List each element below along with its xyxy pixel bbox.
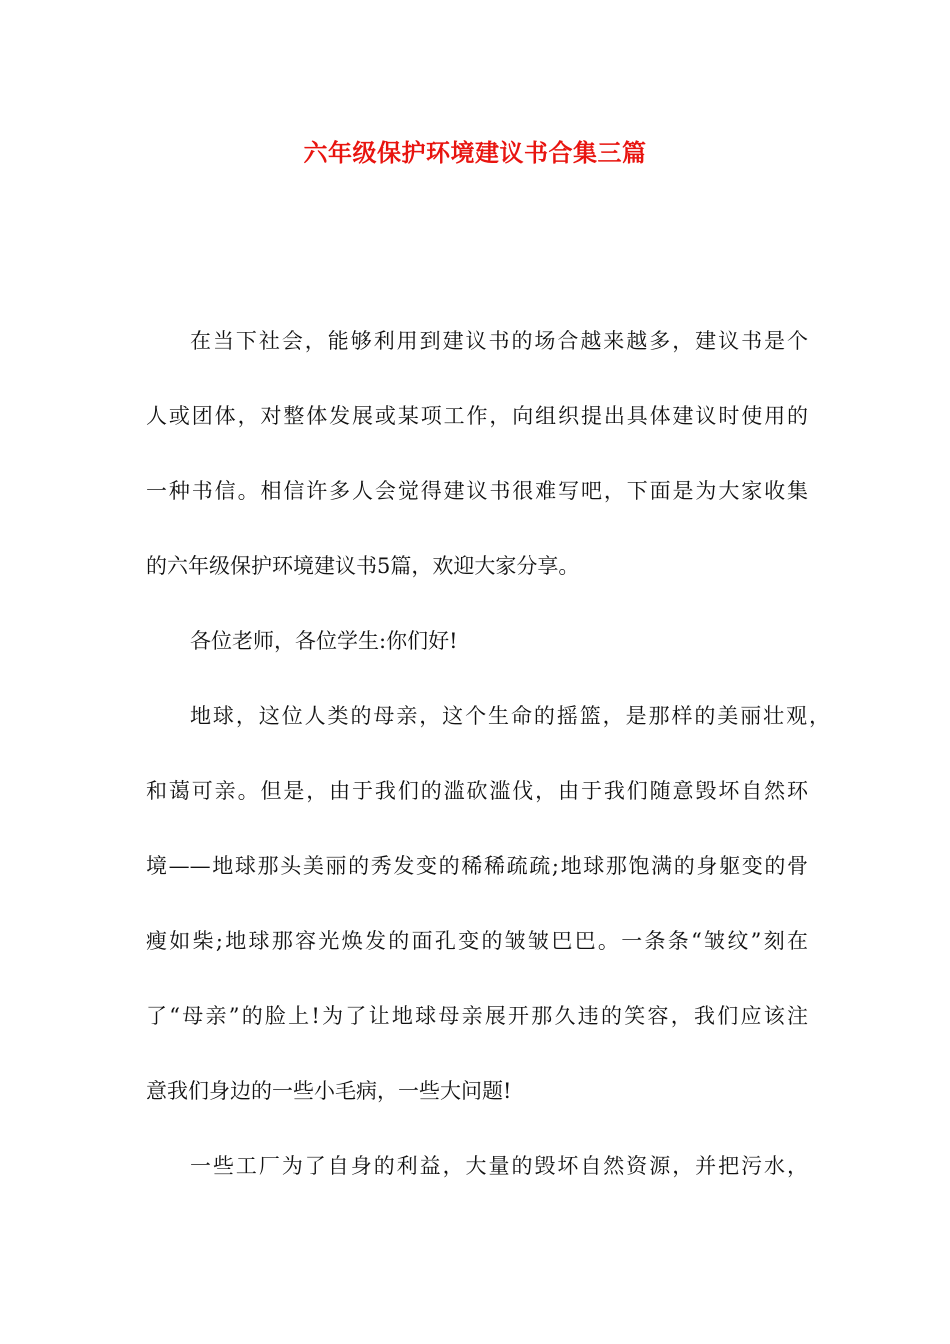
paragraph-line: 意我们身边的一些小毛病，一些大问题! — [146, 1079, 512, 1103]
paragraph-line: 在当下社会，能够利用到建议书的场合越来越多，建议书是个 — [190, 329, 808, 353]
paragraph-line: 一些工厂为了自身的利益，大量的毁坏自然资源，并把污水， — [190, 1154, 808, 1178]
paragraph-line: 的六年级保护环境建议书5篇，欢迎大家分享。 — [146, 554, 580, 578]
document-title: 六年级保护环境建议书合集三篇 — [303, 138, 647, 167]
paragraph-line: 地球，这位人类的母亲，这个生命的摇篮，是那样的美丽壮观， — [190, 704, 830, 728]
paragraph-line: 了“母亲”的脸上!为了让地球母亲展开那久违的笑容，我们应该注 — [146, 1004, 808, 1028]
paragraph-line: 和蔼可亲。但是，由于我们的滥砍滥伐，由于我们随意毁坏自然环 — [146, 779, 808, 803]
paragraph-line: 一种书信。相信许多人会觉得建议书很难写吧，下面是为大家收集 — [146, 479, 808, 503]
paragraph-line: 瘦如柴;地球那容光焕发的面孔变的皱皱巴巴。一条条“皱纹”刻在 — [146, 929, 808, 953]
paragraph-line: 境——地球那头美丽的秀发变的稀稀疏疏;地球那饱满的身躯变的骨 — [146, 854, 808, 878]
paragraph-line: 人或团体，对整体发展或某项工作，向组织提出具体建议时使用的 — [146, 404, 808, 428]
greeting-line: 各位老师，各位学生:你们好! — [190, 629, 458, 653]
